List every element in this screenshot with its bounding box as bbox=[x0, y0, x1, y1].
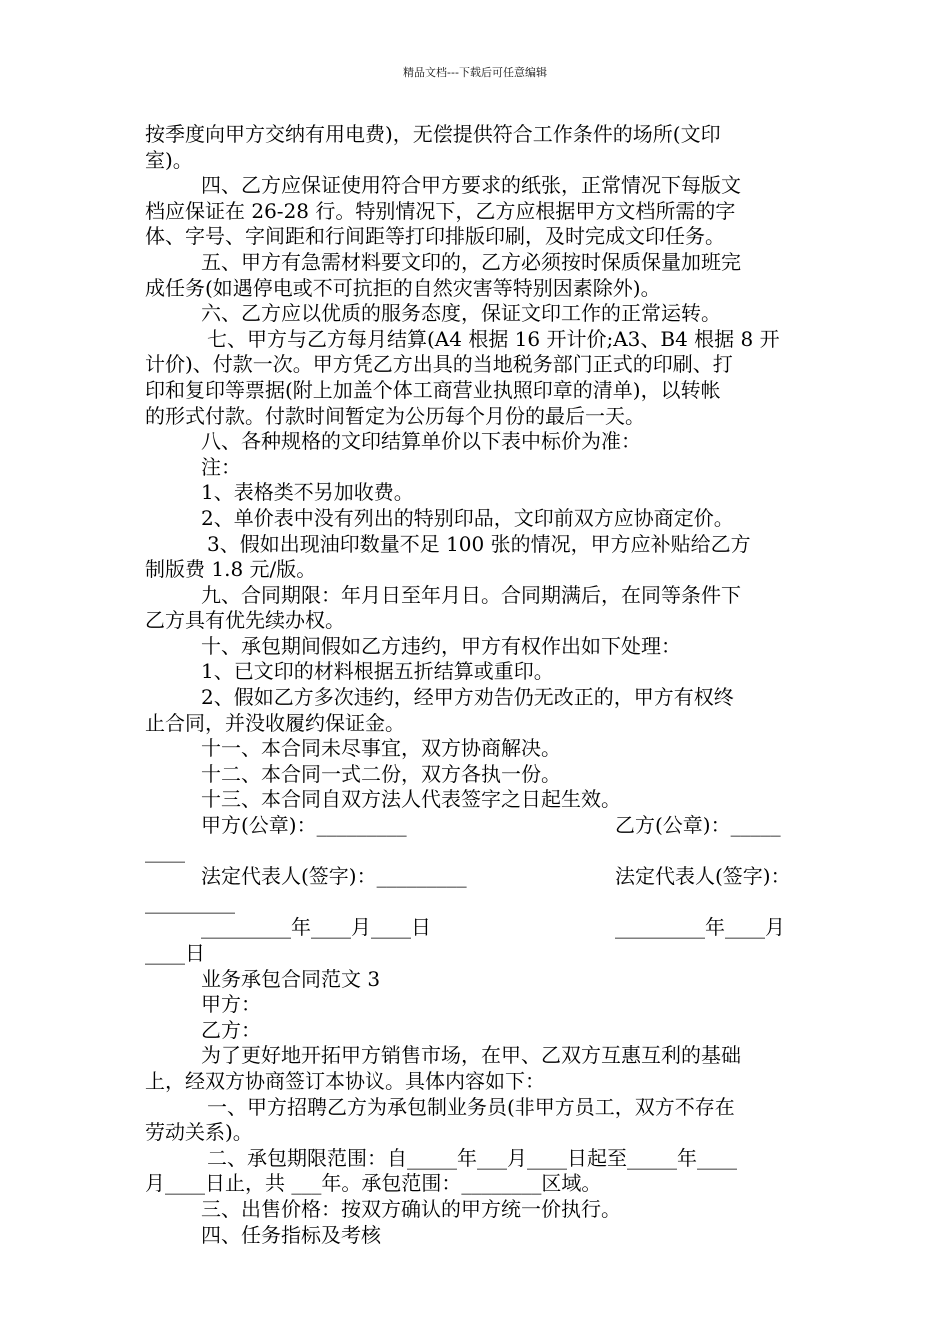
paragraph-line: 的形式付款。付款时间暂定为公历每个月份的最后一天。 bbox=[145, 403, 645, 428]
note-2: 2、单价表中没有列出的特别印品，文印前双方应协商定价。 bbox=[201, 505, 734, 530]
paragraph-line: 档应保证在 26-28 行。特别情况下，乙方应根据甲方文档所需的字 bbox=[145, 198, 736, 223]
document-body bbox=[145, 122, 807, 1248]
paragraph-line: 室)。 bbox=[145, 147, 193, 172]
party-a-representative: 法定代表人(签字)：_________ bbox=[201, 864, 467, 889]
article-1: 一、甲方招聘乙方为承包制业务员(非甲方员工，双方不存在 bbox=[207, 1094, 735, 1119]
paragraph-line: 计价)、付款一次。甲方凭乙方出具的当地税务部门正式的印刷、打 bbox=[145, 352, 733, 377]
signature-continuation: ____ bbox=[145, 838, 185, 863]
paragraph-line: 按季度向甲方交纳有用电费)，无偿提供符合工作条件的场所(文印 bbox=[145, 122, 721, 146]
signature-continuation: ____日 bbox=[145, 941, 205, 965]
paragraph-line: 止合同，并没收履约保证金。 bbox=[145, 710, 405, 735]
clause-13: 十三、本合同自双方法人代表签字之日起生效。 bbox=[201, 787, 621, 812]
party-a-seal: 甲方(公章)：_________ bbox=[201, 813, 407, 838]
clause-7: 七、甲方与乙方每月结算(A4 根据 16 开计价;A3、B4 根据 8 开 bbox=[207, 326, 780, 351]
party-b-label: 乙方： bbox=[201, 1017, 261, 1042]
party-a-date: _________年____月____日 bbox=[201, 915, 431, 940]
paragraph-line: 印和复印等票据(附上加盖个体工商营业执照印章的清单)，以转帐 bbox=[145, 377, 721, 402]
party-b-seal: 乙方(公章)：_____ bbox=[615, 813, 781, 838]
clause-12: 十二、本合同一式二份，双方各执一份。 bbox=[201, 761, 561, 786]
note-heading: 注： bbox=[201, 454, 241, 479]
party-b-representative: 法定代表人(签字)： bbox=[615, 864, 791, 889]
signature-continuation: _________ bbox=[145, 889, 235, 914]
signature-representative-row bbox=[145, 864, 807, 890]
note-3: 3、假如出现油印数量不足 100 张的情况，甲方应补贴给乙方 bbox=[207, 531, 751, 556]
paragraph-line: 制版费 1.8 元/版。 bbox=[145, 557, 317, 582]
clause-11: 十一、本合同未尽事宜，双方协商解决。 bbox=[201, 736, 561, 761]
clause-9: 九、合同期限：年月日至年月日。合同期满后，在同等条件下 bbox=[201, 582, 741, 607]
paragraph-line: 劳动关系)。 bbox=[145, 1120, 253, 1145]
party-b-date: _________年____月 bbox=[615, 915, 785, 940]
clause-6: 六、乙方应以优质的服务态度，保证文印工作的正常运转。 bbox=[201, 301, 721, 326]
paragraph-line: 上，经双方协商签订本协议。具体内容如下： bbox=[145, 1068, 545, 1093]
clause-10-item-2: 2、假如乙方多次违约，经甲方劝告仍无改正的，甲方有权终 bbox=[201, 685, 734, 710]
article-3: 三、出售价格：按双方确认的甲方统一价执行。 bbox=[201, 1196, 621, 1221]
paragraph-line: 乙方具有优先续办权。 bbox=[145, 608, 345, 633]
article-4: 四、任务指标及考核 bbox=[201, 1222, 381, 1247]
paragraph-line: 月____日止，共 ___年。承包范围：________区域。 bbox=[145, 1171, 602, 1196]
party-a-label: 甲方： bbox=[201, 992, 261, 1017]
article-2: 二、承包期限范围：自_____年___月____日起至_____年____ bbox=[207, 1145, 737, 1170]
clause-4: 四、乙方应保证使用符合甲方要求的纸张，正常情况下每版文 bbox=[201, 173, 741, 198]
section-title: 业务承包合同范文 3 bbox=[201, 966, 381, 991]
clause-5: 五、甲方有急需材料要文印的，乙方必须按时保质保量加班完 bbox=[201, 249, 741, 274]
note-1: 1、表格类不另加收费。 bbox=[201, 480, 414, 505]
signature-party-row bbox=[145, 813, 807, 839]
signature-date-row bbox=[145, 915, 807, 941]
preamble: 为了更好地开拓甲方销售市场，在甲、乙双方互惠互利的基础 bbox=[201, 1043, 741, 1068]
clause-8: 八、各种规格的文印结算单价以下表中标价为准： bbox=[201, 429, 641, 454]
page-header: 精品文档---下载后可任意编辑 bbox=[403, 66, 547, 79]
clause-10-item-1: 1、已文印的材料根据五折结算或重印。 bbox=[201, 659, 554, 684]
clause-10: 十、承包期间假如乙方违约，甲方有权作出如下处理： bbox=[201, 633, 681, 658]
paragraph-line: 成任务(如遇停电或不可抗拒的自然灾害等特别因素除外)。 bbox=[145, 275, 661, 300]
paragraph-line: 体、字号、字间距和行间距等打印排版印刷，及时完成文印任务。 bbox=[145, 224, 725, 249]
